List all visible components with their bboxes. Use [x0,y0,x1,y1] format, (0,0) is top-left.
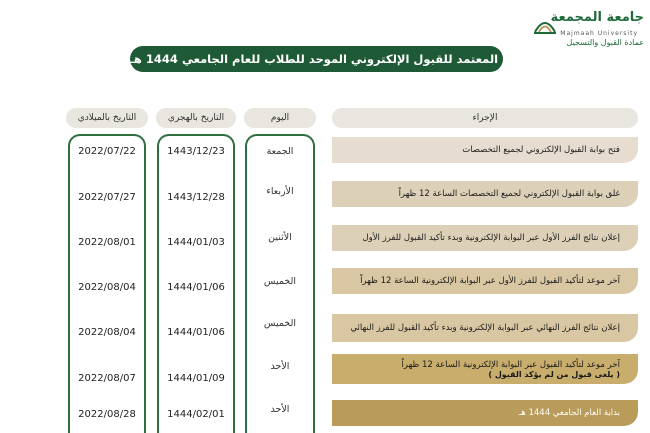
row-2-day: الأربعاء [266,186,294,197]
row-6-day: الأحد [270,361,290,372]
logo-university-name-en: Majmaah University [560,30,638,37]
row-5-hijri: 1444/01/06 [167,327,225,338]
row-2-hijri: 1443/12/28 [167,192,225,203]
page-title: التقويم المعتمد للقبول الإلكتروني الموحد للطلاب للعام الجامعي 1444 هـ [130,46,503,72]
row-1-hijri: 1443/12/23 [167,146,225,157]
row-5-event-text: إعلان نتائج الفرز النهائي عبر البوابة الإلكترونية وبدء تأكيد القبول للفرز النهائي [350,323,620,333]
row-6-event-text: آخر موعد لتأكيد القبول عبر البوابة الإلكترونية الساعة 12 ظهراً [401,359,620,370]
row-7-event [332,400,638,426]
row-3-event-text: إعلان نتائج الفرز الأول عبر البوابة الإلكترونية وبدء تأكيد القبول للفرز الأول [362,233,620,243]
row-3-event [332,225,638,251]
row-2-gregorian: 2022/07/27 [78,192,136,203]
header-day: اليوم [244,108,316,128]
row-7-hijri: 1444/02/01 [167,409,225,420]
row-4-day: الخميس [263,276,297,287]
row-5-gregorian: 2022/08/04 [78,327,136,338]
row-7-day: الأحد [270,404,290,415]
row-7-event-text: بداية العام الجامعي 1444 هـ [518,408,620,418]
logo-university-name: جامعة المجمعة [550,10,644,25]
row-6-event [332,354,638,384]
logo-department-name: عمادة القبول والتسجيل [566,38,644,47]
row-3-day: الأثنين [268,232,292,243]
row-3-hijri: 1444/01/03 [167,237,225,248]
row-4-event-text: آخر موعد لتأكيد القبول للفرز الأول عبر البوابة الإلكترونية الساعة 12 ظهراً [360,276,620,286]
row-6-hijri: 1444/01/09 [167,373,225,384]
row-7-gregorian: 2022/08/28 [78,409,136,420]
row-2-event [332,181,638,207]
row-1-event [332,137,638,163]
row-4-gregorian: 2022/08/04 [78,282,136,293]
row-2-event-text: غلق بوابة القبول الإلكتروني لجميع التخصصات الساعة 12 ظهراً [398,189,620,199]
row-5-day: الخميس [263,318,297,329]
header-gregorian: التاريخ بالميلادي [66,108,148,128]
row-1-event-text: فتح بوابة القبول الإلكتروني لجميع التخصصات [462,145,620,155]
header-procedure: الإجراء [332,108,638,128]
row-1-gregorian: 2022/07/22 [78,146,136,157]
row-4-event [332,268,638,294]
row-3-gregorian: 2022/08/01 [78,237,136,248]
row-5-event [332,314,638,342]
row-6-event-note: ( يلغى قبول من لم يؤكد القبول ) [488,369,620,379]
row-4-hijri: 1444/01/06 [167,282,225,293]
header-hijri: التاريخ بالهجري [156,108,236,128]
row-6-gregorian: 2022/08/07 [78,373,136,384]
row-1-day: الجمعة [266,146,294,157]
